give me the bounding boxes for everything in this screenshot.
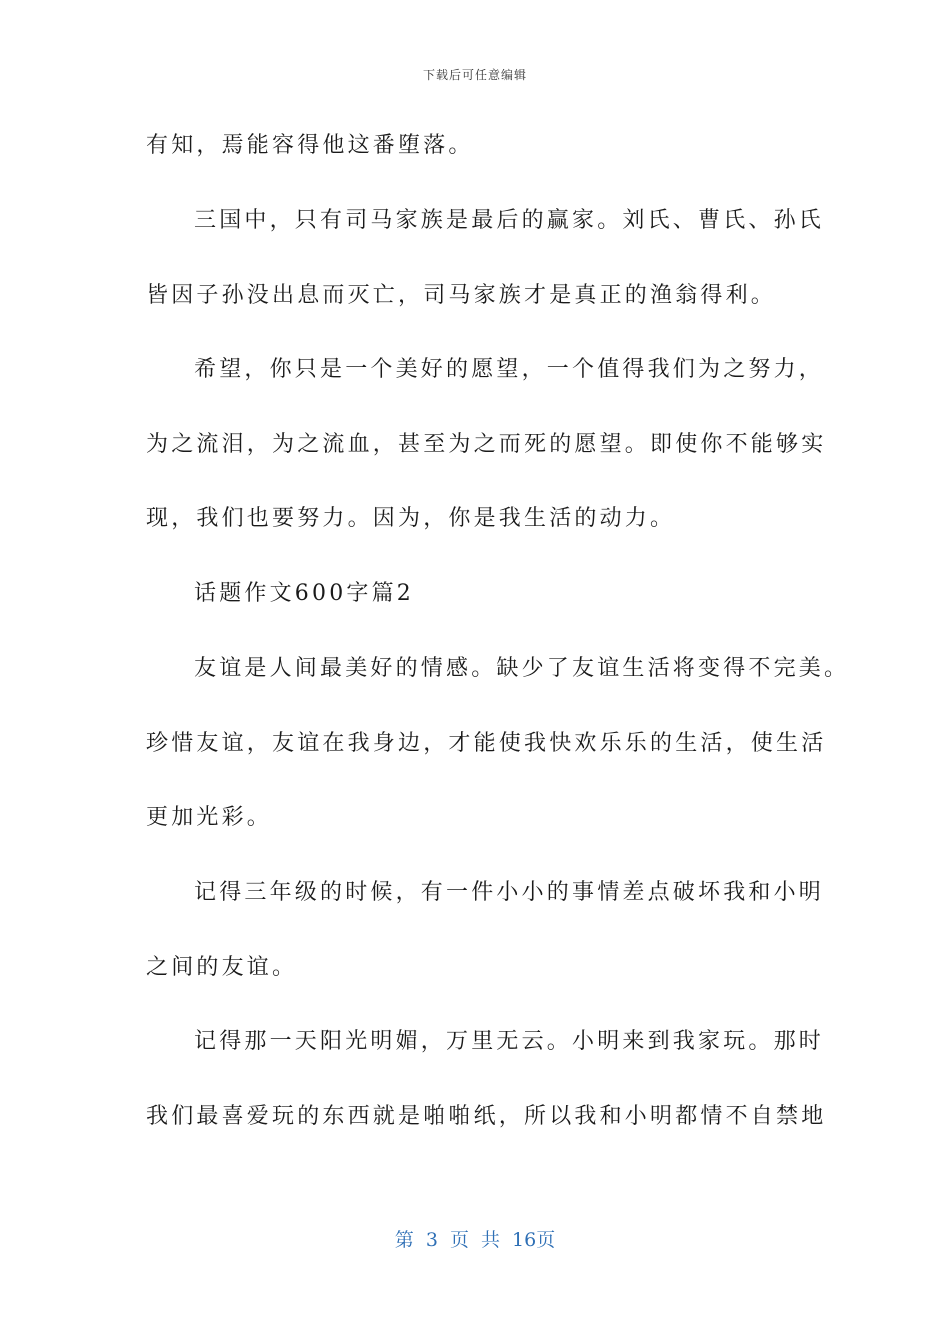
- page-footer: 第 3 页 共 16页: [394, 1229, 556, 1251]
- paragraph-first-line: 记得三年级的时候，有一件小小的事情差点破坏我和小明: [194, 880, 825, 905]
- text-line: 更加光彩。: [146, 805, 273, 830]
- paragraph-first-line: 希望，你只是一个美好的愿望，一个值得我们为之努力，: [194, 357, 825, 382]
- text-line: 现，我们也要努力。因为，你是我生活的动力。: [146, 506, 676, 531]
- text-line: 我们最喜爱玩的东西就是啪啪纸，所以我和小明都情不自禁地: [146, 1104, 827, 1129]
- text-line: 皆因子孙没出息而灭亡，司马家族才是真正的渔翁得利。: [146, 283, 777, 308]
- paragraph-first-line: 三国中，只有司马家族是最后的赢家。刘氏、曹氏、孙氏: [194, 208, 825, 233]
- text-line: 有知，焉能容得他这番堕落。: [146, 133, 474, 158]
- paragraph-first-line: 友谊是人间最美好的情感。缺少了友谊生活将变得不完美。: [194, 656, 850, 681]
- section-heading: 话题作文600字篇2: [194, 581, 414, 606]
- paragraph-first-line: 记得那一天阳光明媚，万里无云。小明来到我家玩。那时: [194, 1029, 825, 1054]
- text-line: 为之流泪，为之流血，甚至为之而死的愿望。即使你不能够实: [146, 432, 827, 457]
- page-header: 下载后可任意编辑: [422, 68, 527, 82]
- text-line: 珍惜友谊，友谊在我身边，才能使我快欢乐乐的生活，使生活: [146, 731, 827, 756]
- text-line: 之间的友谊。: [146, 955, 298, 980]
